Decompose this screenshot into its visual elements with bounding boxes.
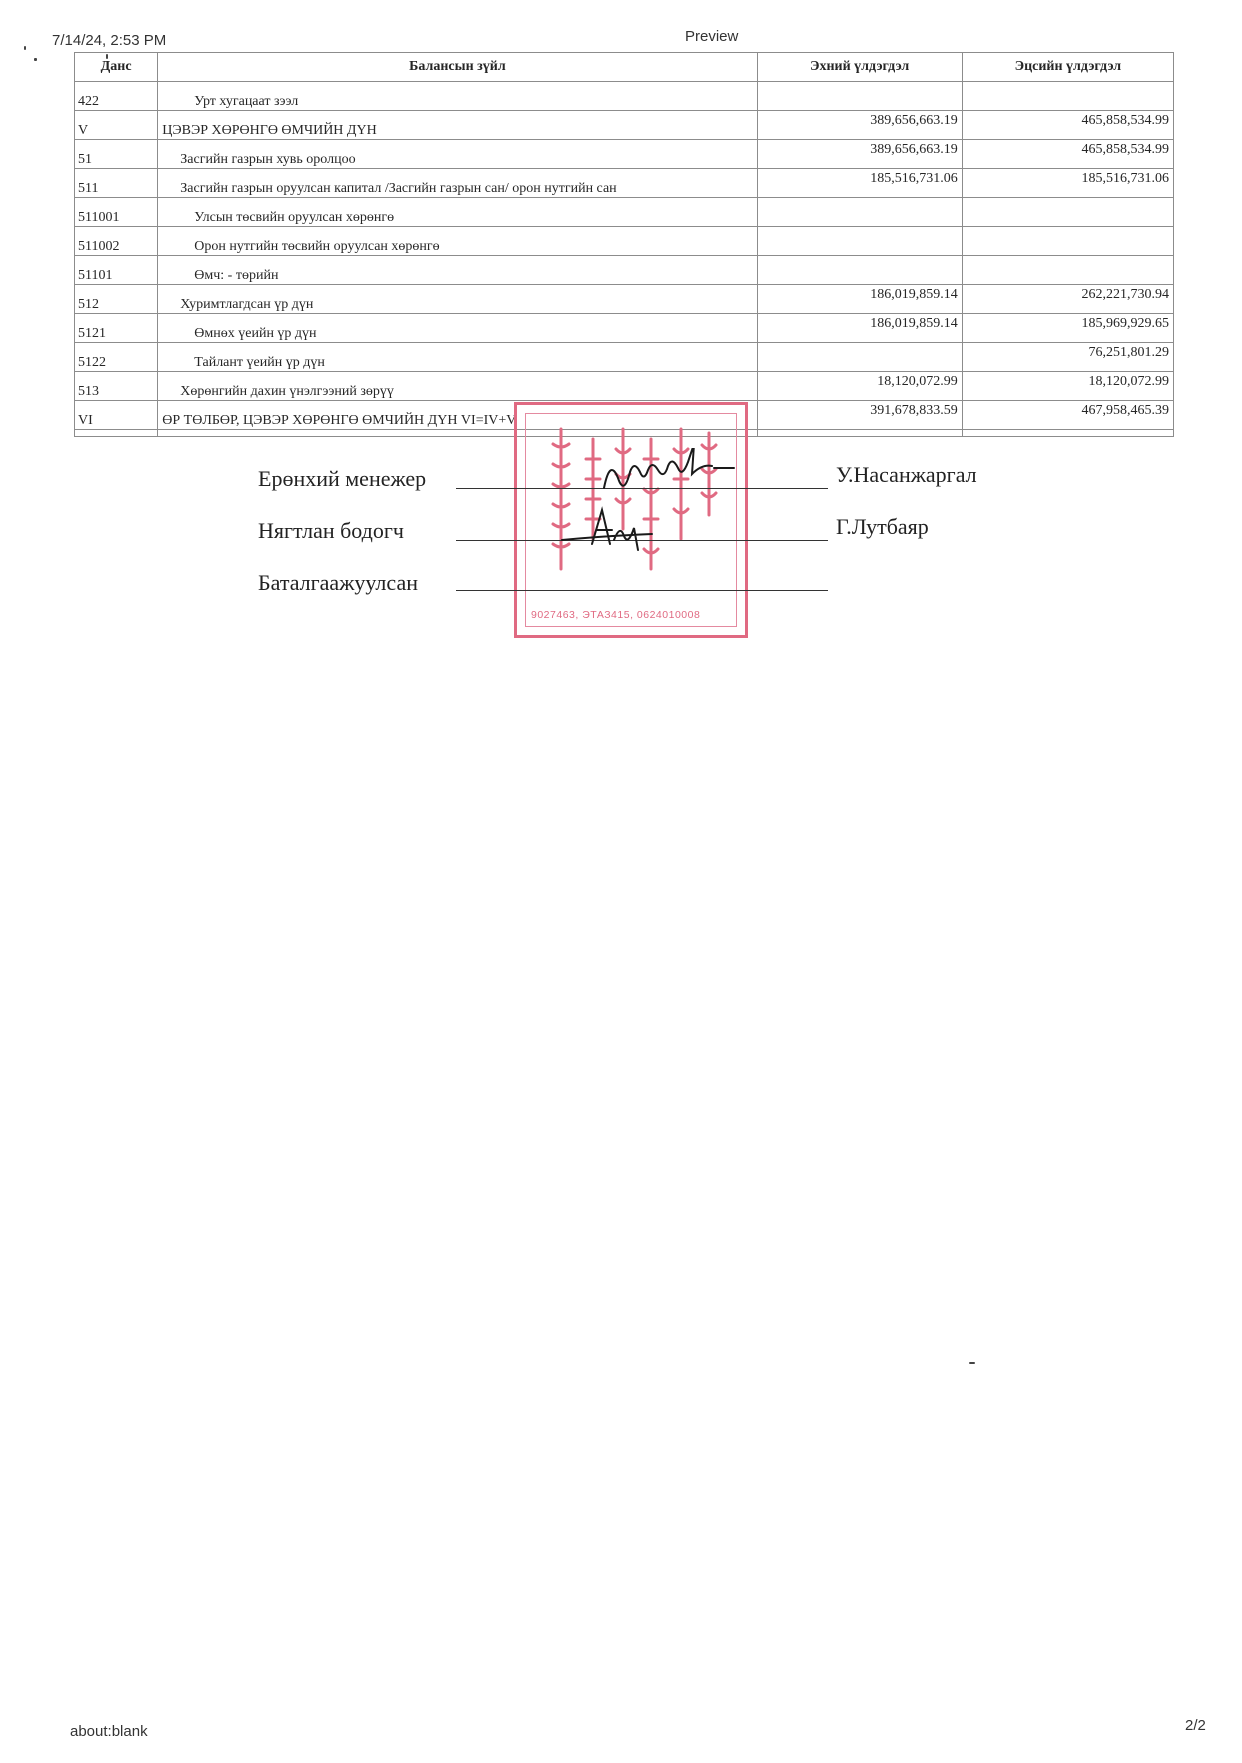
print-url: about:blank: [70, 1723, 148, 1740]
table-row: [75, 111, 1174, 140]
accountant-name: Г.Лутбаяр: [836, 514, 929, 539]
row-item: Тайлант үеийн үр дүн: [158, 343, 757, 372]
manager-role-label: Ерөнхий менежер: [258, 466, 427, 491]
scan-speck: [24, 46, 26, 50]
table-row: [75, 227, 1174, 256]
row-item: ӨР ТӨЛБӨР, ЦЭВЭР ХӨРӨНГӨ ӨМЧИЙН ДҮН VI=IV+V: [158, 401, 757, 430]
print-datetime: 7/14/24, 2:53 PM: [52, 32, 167, 49]
print-page-number: 2/2: [1185, 1717, 1206, 1734]
row-start: [757, 227, 962, 256]
header-start-balance: Эхний үлдэгдэл: [757, 53, 962, 82]
row-start: 389,656,663.19: [757, 140, 962, 169]
row-start: 391,678,833.59: [757, 401, 962, 430]
table-row: [75, 82, 1174, 111]
row-item: Хөрөнгийн дахин үнэлгээний зөрүү: [158, 372, 757, 401]
print-title: Preview: [685, 28, 739, 45]
row-end: 465,858,534.99: [962, 140, 1173, 169]
row-end: [962, 198, 1173, 227]
row-end: [962, 82, 1173, 111]
row-item: Урт хугацаат зээл: [158, 82, 757, 111]
spacer-cell: [75, 430, 158, 437]
table-header-row: [75, 53, 1174, 82]
row-end: 262,221,730.94: [962, 285, 1173, 314]
row-code: 51: [75, 140, 158, 169]
row-item: Хуримтлагдсан үр дүн: [158, 285, 757, 314]
accountant-role-label: Нягтлан бодогч: [258, 518, 404, 543]
row-start: 185,516,731.06: [757, 169, 962, 198]
row-start: 186,019,859.14: [757, 285, 962, 314]
header-code: Данс: [75, 53, 158, 82]
row-code: VI: [75, 401, 158, 430]
row-code: 5122: [75, 343, 158, 372]
row-start: [757, 256, 962, 285]
header-end-balance: Эцсийн үлдэгдэл: [962, 53, 1173, 82]
row-code: 422: [75, 82, 158, 111]
manager-signature-icon: [594, 448, 744, 498]
table-row: [75, 198, 1174, 227]
row-end: 465,858,534.99: [962, 111, 1173, 140]
row-code: 511: [75, 169, 158, 198]
table-row: [75, 343, 1174, 372]
spacer-cell: [757, 430, 962, 437]
row-end: 185,516,731.06: [962, 169, 1173, 198]
header-item: Балансын зүйл: [158, 53, 757, 82]
balance-table: [74, 52, 1174, 437]
scan-speck: [969, 1362, 975, 1364]
verified-signature-line: [456, 590, 828, 591]
row-code: 5121: [75, 314, 158, 343]
spacer-cell: [962, 430, 1173, 437]
table-row: [75, 372, 1174, 401]
row-start: 389,656,663.19: [757, 111, 962, 140]
manager-name: У.Насанжаргал: [836, 462, 977, 487]
row-start: [757, 198, 962, 227]
table-row: [75, 140, 1174, 169]
row-start: 186,019,859.14: [757, 314, 962, 343]
row-end: 18,120,072.99: [962, 372, 1173, 401]
row-code: 511001: [75, 198, 158, 227]
row-end: 185,969,929.65: [962, 314, 1173, 343]
scan-speck: [34, 58, 37, 61]
row-start: [757, 343, 962, 372]
row-code: 513: [75, 372, 158, 401]
table-row: [75, 314, 1174, 343]
stamp-registry-text: 9027463, ЭТАЗ415, 0624010008: [531, 609, 701, 621]
table-row: [75, 256, 1174, 285]
row-start: [757, 82, 962, 111]
row-item: Засгийн газрын оруулсан капитал /Засгийн газрын сан/ орон нутгийн сан: [158, 169, 757, 198]
row-item: Өмнөх үеийн үр дүн: [158, 314, 757, 343]
row-code: V: [75, 111, 158, 140]
row-item: Улсын төсвийн оруулсан хөрөнгө: [158, 198, 757, 227]
row-item: Засгийн газрын хувь оролцоо: [158, 140, 757, 169]
row-end: 76,251,801.29: [962, 343, 1173, 372]
table-row: [75, 169, 1174, 198]
row-start: 18,120,072.99: [757, 372, 962, 401]
row-end: 467,958,465.39: [962, 401, 1173, 430]
row-end: [962, 256, 1173, 285]
row-end: [962, 227, 1173, 256]
accountant-signature-icon: [556, 504, 666, 554]
row-code: 511002: [75, 227, 158, 256]
verified-role-label: Баталгаажуулсан: [258, 570, 418, 595]
row-item: Орон нутгийн төсвийн оруулсан хөрөнгө: [158, 227, 757, 256]
row-item: Өмч: - төрийн: [158, 256, 757, 285]
row-item: ЦЭВЭР ХӨРӨНГӨ ӨМЧИЙН ДҮН: [158, 111, 757, 140]
row-code: 512: [75, 285, 158, 314]
row-code: 51101: [75, 256, 158, 285]
table-row: [75, 285, 1174, 314]
